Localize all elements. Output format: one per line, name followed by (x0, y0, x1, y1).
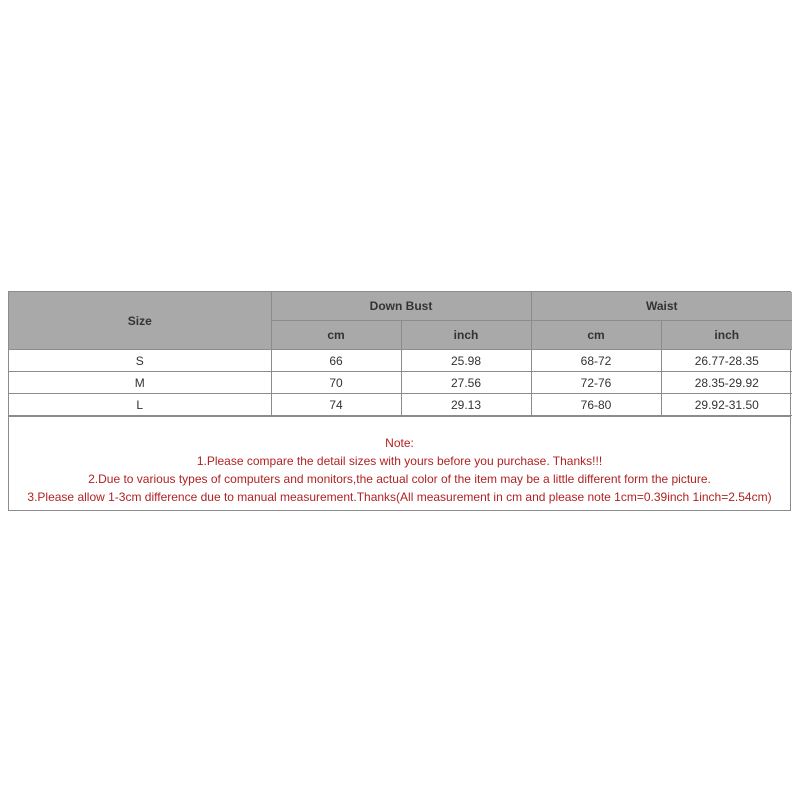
note-line: 1.Please compare the detail sizes with yours before you purchase. Thanks!!! (196, 454, 603, 468)
notes-section (9, 416, 790, 510)
waist-cm-cell: 76-80 (531, 394, 661, 416)
table-row (9, 394, 792, 416)
size-cell: L (9, 394, 271, 416)
note-line: 2.Due to various types of computers and monitors,the actual color of the item may be a little different form the picture. (88, 472, 711, 486)
waist-inch-header: inch (661, 321, 792, 350)
size-chart (8, 291, 791, 511)
waist-inch-cell: 29.92-31.50 (661, 394, 792, 416)
waist-cm-cell: 68-72 (531, 350, 661, 372)
bust-cm-cell: 74 (271, 394, 401, 416)
bust-inch-header: inch (401, 321, 531, 350)
size-column-header: Size (9, 292, 271, 350)
size-cell: M (9, 372, 271, 394)
header-row-groups (9, 292, 792, 321)
size-cell: S (9, 350, 271, 372)
size-table (9, 292, 792, 416)
waist-cm-cell: 72-76 (531, 372, 661, 394)
bust-inch-cell: 25.98 (401, 350, 531, 372)
bust-cm-cell: 66 (271, 350, 401, 372)
bust-inch-cell: 29.13 (401, 394, 531, 416)
bust-cm-header: cm (271, 321, 401, 350)
bust-cm-cell: 70 (271, 372, 401, 394)
waist-header: Waist (531, 292, 792, 321)
table-row (9, 350, 792, 372)
waist-cm-header: cm (531, 321, 661, 350)
note-line: 3.Please allow 1-3cm difference due to manual measurement.Thanks(All measurement in cm and please note 1cm=0.39inch 1inch=2.54cm) (27, 490, 772, 504)
bust-inch-cell: 27.56 (401, 372, 531, 394)
down-bust-header: Down Bust (271, 292, 531, 321)
waist-inch-cell: 26.77-28.35 (661, 350, 792, 372)
waist-inch-cell: 28.35-29.92 (661, 372, 792, 394)
note-title: Note: (385, 436, 414, 450)
table-row (9, 372, 792, 394)
